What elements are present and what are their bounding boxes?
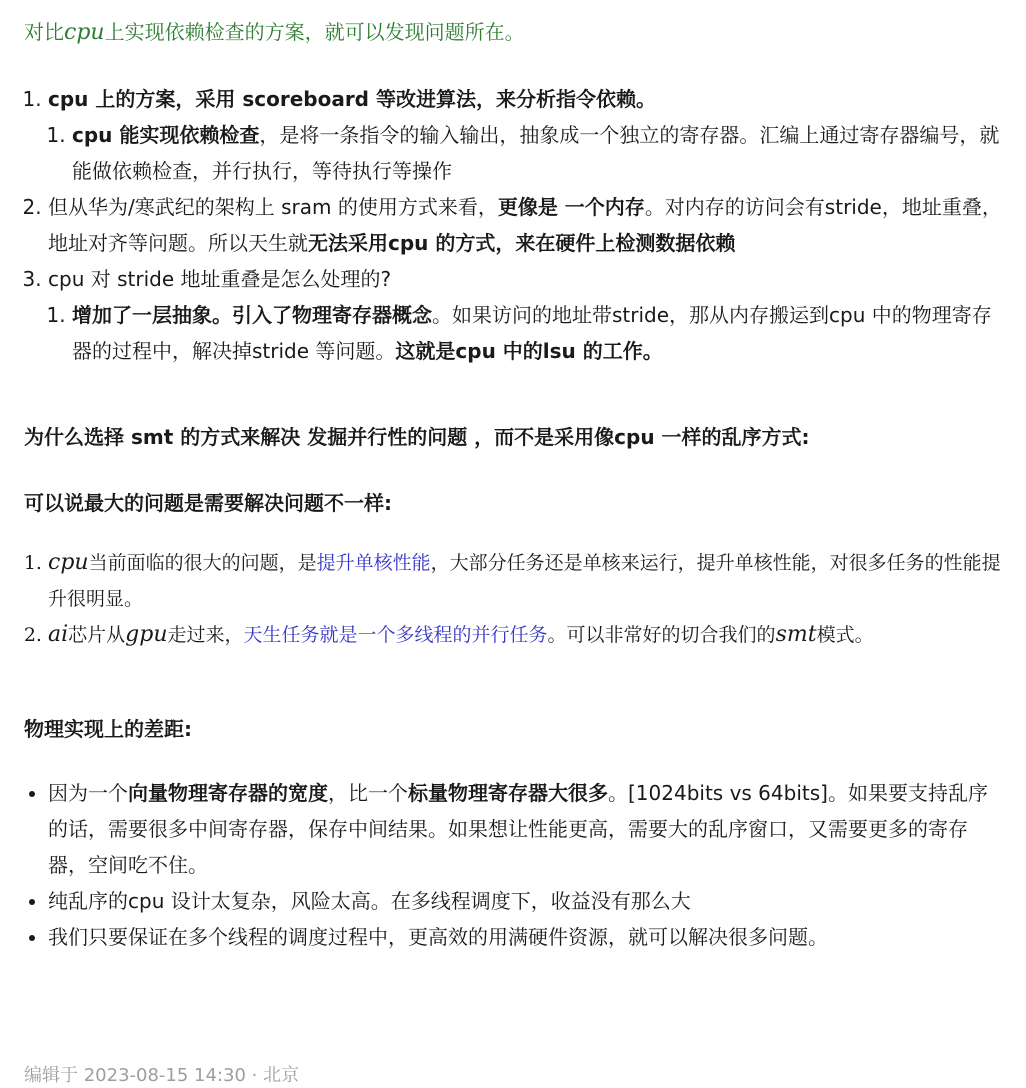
text: 纯乱序的cpu 设计太复杂，风险太高。在多线程调度下，收益没有那么大 xyxy=(48,889,691,913)
text: 但从华为/寒武纪的架构上 sram 的使用方式来看， xyxy=(48,195,498,219)
text: 模式。 xyxy=(816,624,874,646)
math-smt: smt xyxy=(775,622,817,647)
list-item xyxy=(72,297,1002,369)
math-cpu: cpu xyxy=(48,550,89,575)
list-item xyxy=(48,775,1002,883)
section-heading: 为什么选择 smt 的方式来解决 发掘并行性的问题 ，而不是采用像cpu 一样的乱序方式: xyxy=(24,425,810,449)
ordered-list-2 xyxy=(24,545,1002,653)
math-gpu: gpu xyxy=(125,622,168,647)
lead-text: 对比 xyxy=(24,20,64,44)
bold-text: 更像是 一个内存 xyxy=(497,195,645,219)
section-heading: 可以说最大的问题是需要解决问题不一样: xyxy=(24,491,392,515)
list-item xyxy=(48,617,1002,653)
text: 。如果访问的地址带stride，那从内存搬运到cpu 中的物理寄存器的过程中，解决掉stride 等问题。 xyxy=(72,303,992,363)
list-item xyxy=(48,189,1002,261)
list-item xyxy=(48,261,1002,369)
text: 。[1024bits vs 64bits]。如果要支持乱序的话，需要很多中间寄存器，保存中间结果。如果想让性能更高，需要大的乱序窗口，又需要更多的寄存器，空间吃不住。 xyxy=(48,781,988,877)
bold-text: 无法采用cpu 的方式，来在硬件上检测数据依赖 xyxy=(308,231,736,255)
list-item xyxy=(72,117,1002,189)
text: 芯片从 xyxy=(68,624,126,646)
bold-text: cpu 能实现依赖检查 xyxy=(72,123,260,147)
section-heading: 物理实现上的差距: xyxy=(24,717,192,741)
text: ，是将一条指令的输入输出，抽象成一个独立的寄存器。汇编上通过寄存器编号，就能做依赖检查，并行执行，等待执行等操作 xyxy=(72,123,1000,183)
bold-text: cpu 上的方案，采用 scoreboard 等改进算法，来分析指令依赖。 xyxy=(48,87,656,111)
list-item xyxy=(48,883,1002,919)
lead-text-end: 上实现依赖检查的方案，就可以发现问题所在。 xyxy=(104,20,525,44)
edit-timestamp: 编辑于 2023-08-15 14:30 · 北京 xyxy=(24,1065,300,1086)
nested-list xyxy=(48,297,1002,369)
bold-text: 标量物理寄存器大很多 xyxy=(408,781,608,805)
text: 。可以非常好的切合我们的 xyxy=(547,624,776,646)
nested-list xyxy=(48,117,1002,189)
ordered-list-1 xyxy=(24,81,1002,369)
text: 我们只要保证在多个线程的调度过程中，更高效的用满硬件资源，就可以解决很多问题。 xyxy=(48,925,828,949)
text: 走过来， xyxy=(167,624,244,646)
text: cpu 对 stride 地址重叠是怎么处理的? xyxy=(48,267,392,291)
bold-text: 这就是cpu 中的lsu 的工作。 xyxy=(395,339,663,363)
text: 当前面临的很大的问题，是 xyxy=(88,552,317,574)
lead-paragraph xyxy=(24,14,1002,51)
bold-text: 向量物理寄存器的宽度 xyxy=(128,781,328,805)
bold-text: 增加了一层抽象。引入了物理寄存器概念 xyxy=(72,303,432,327)
list-item xyxy=(48,919,1002,955)
highlight-link[interactable]: 提升单核性能 xyxy=(316,552,431,574)
bullet-list xyxy=(24,775,1002,955)
text: ，比一个 xyxy=(328,781,408,805)
list-item xyxy=(48,81,1002,189)
text: 。对内存的访问会有stride，地址重叠，地址对齐等问题。所以天生就 xyxy=(48,195,1002,255)
math-ai: ai xyxy=(48,622,69,647)
list-item xyxy=(48,545,1002,617)
math-cpu: cpu xyxy=(64,20,105,45)
highlight-link[interactable]: 天生任务就是一个多线程的并行任务 xyxy=(243,624,548,646)
text: 因为一个 xyxy=(48,781,128,805)
text: ，大部分任务还是单核来运行，提升单核性能，对很多任务的性能提升很明显。 xyxy=(48,552,1001,610)
